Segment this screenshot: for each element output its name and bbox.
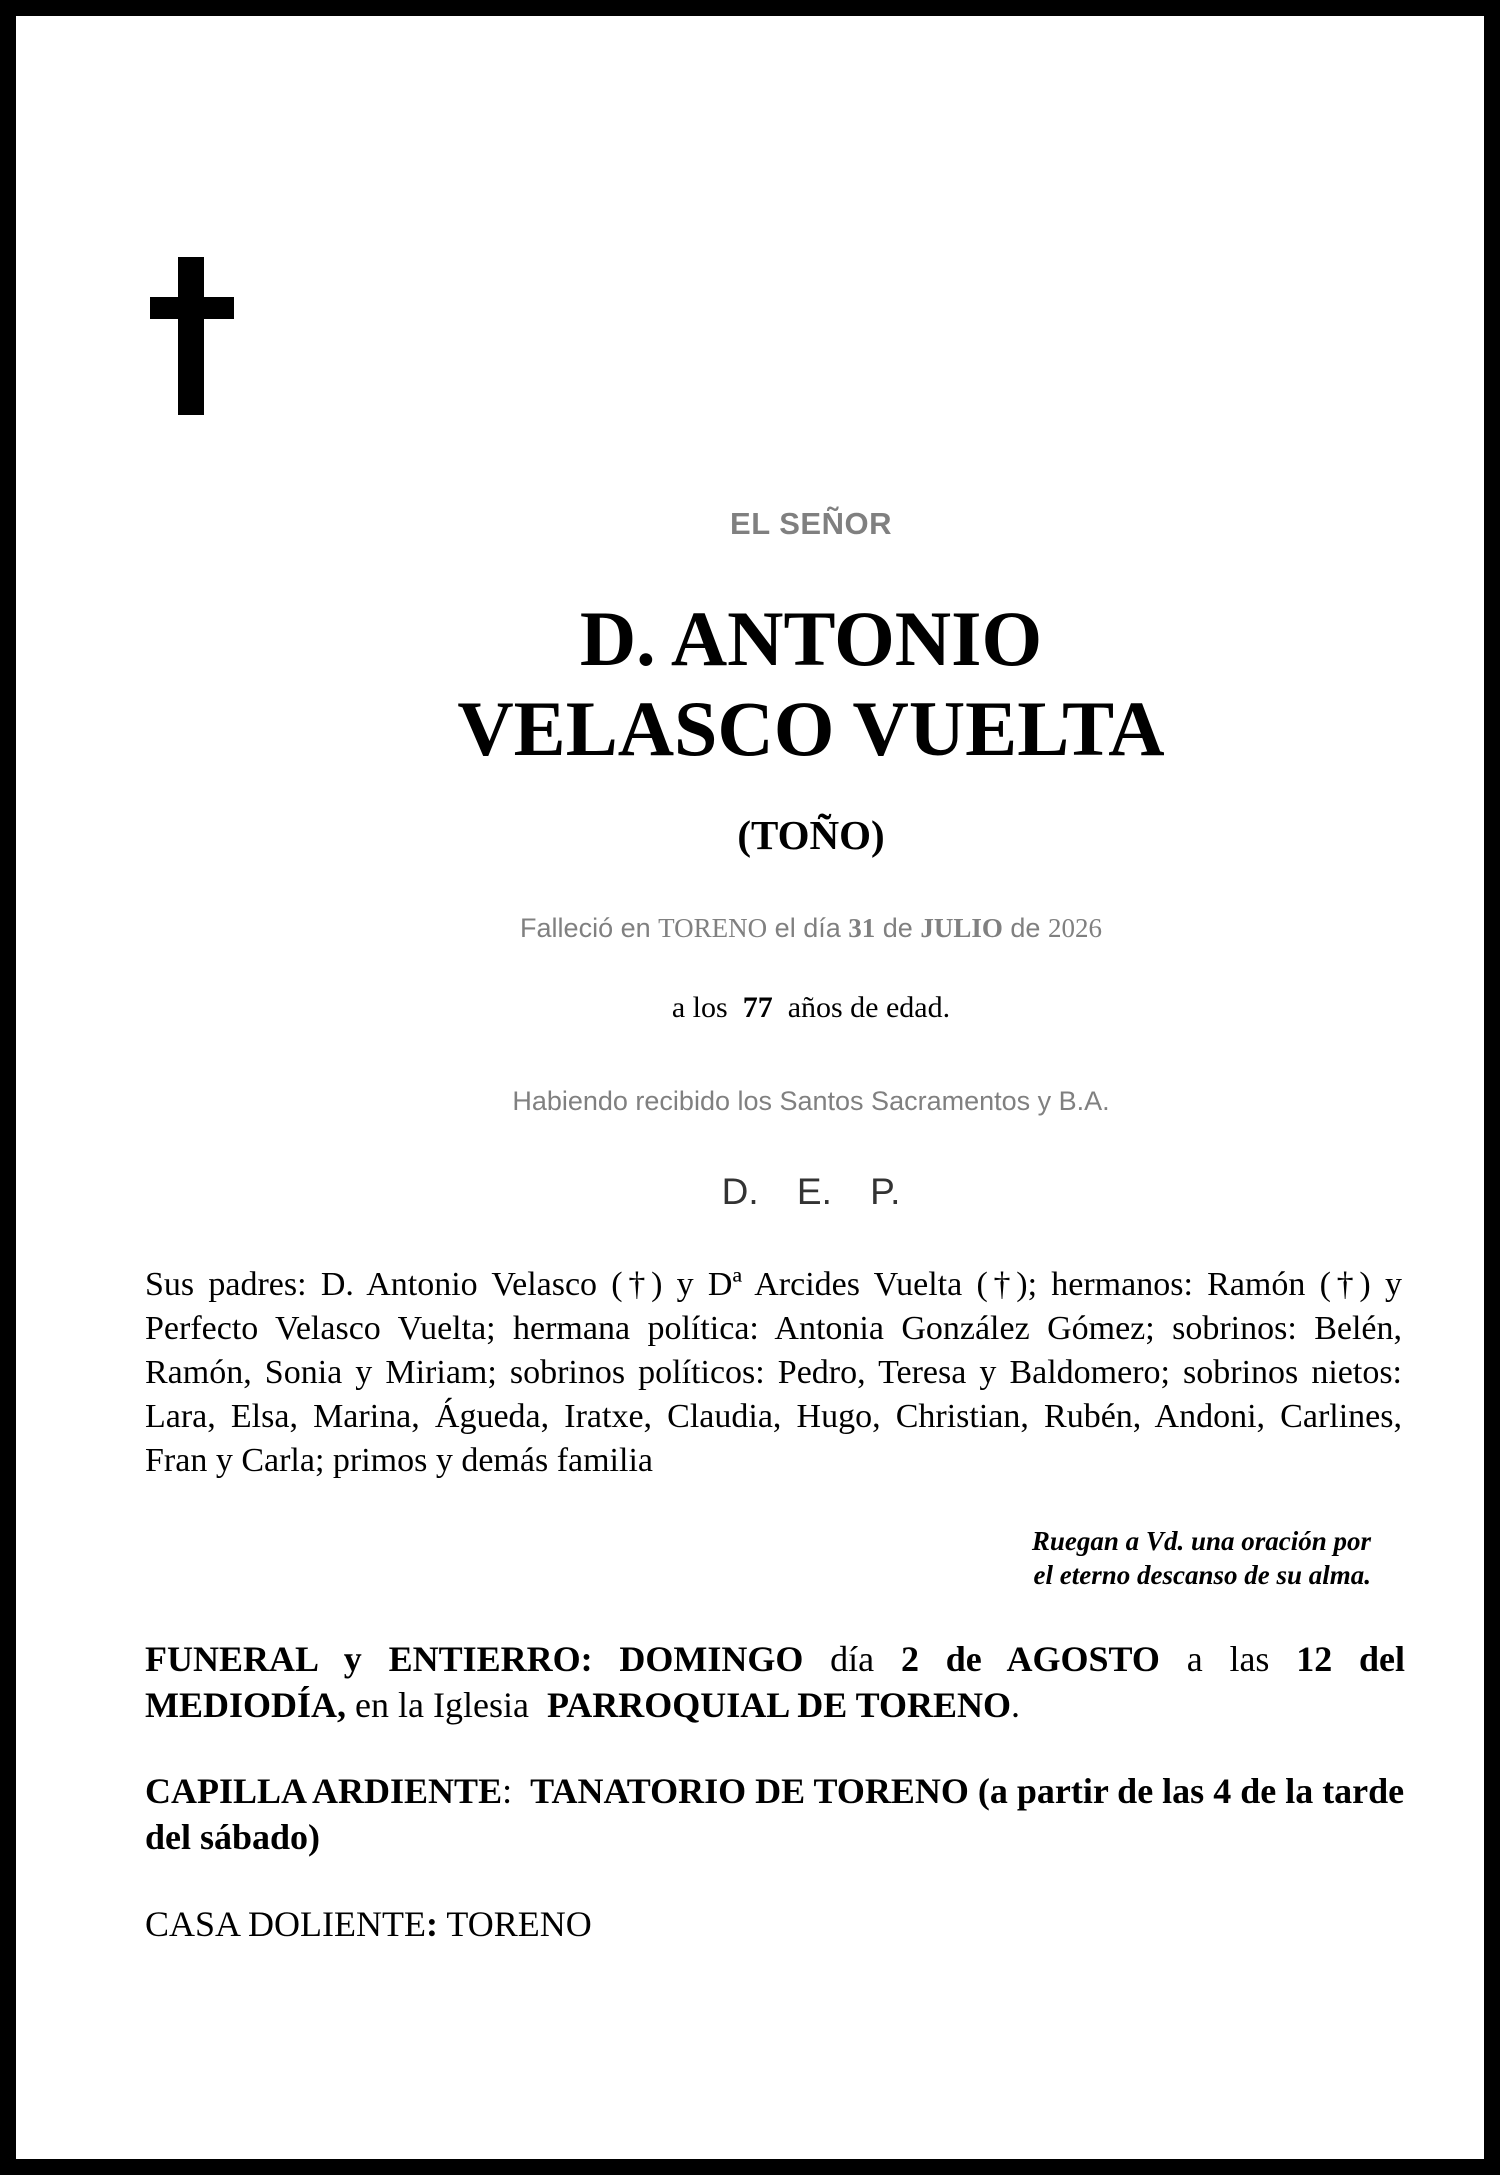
- dep-line: D. E. P.: [721, 1171, 901, 1212]
- funeral-date: 2 de AGOSTO: [900, 1639, 1160, 1679]
- chapel-info: CAPILLA ARDIENTE: TANATORIO DE TORENO (a partir de las 4 de la tarde del sábado): [145, 1771, 1405, 1857]
- chapel-place: TANATORIO DE TORENO (a partir de las 4 de la tarde del sábado): [145, 1771, 1405, 1857]
- death-place: TORENO: [658, 913, 768, 943]
- name-line-2: VELASCO VUELTA: [457, 685, 1165, 772]
- age-years: 77: [742, 991, 773, 1024]
- death-year: 2026: [1047, 913, 1102, 943]
- prayer-line-2: el eterno descanso de su alma.: [1033, 1560, 1371, 1590]
- sacraments-line: Habiendo recibido los Santos Sacramentos y B.A.: [512, 1086, 1110, 1116]
- mourning-house-place: TORENO: [446, 1904, 592, 1944]
- funeral-info: FUNERAL y ENTIERRO: DOMINGO día 2 de AGOSTO a las 12 del MEDIODÍA, en la Iglesia PARROQUIAL DE TORENO.: [145, 1639, 1406, 1725]
- deceased-name: [144, 594, 1478, 774]
- cross-icon: [134, 241, 238, 416]
- age-line: a los 77 años de edad.: [671, 991, 951, 1024]
- mourning-house: CASA DOLIENTE: TORENO: [145, 1904, 592, 1944]
- name-line-1: D. ANTONIO: [579, 595, 1043, 682]
- title-label: EL SEÑOR: [730, 506, 892, 541]
- death-notice: Falleció en TORENO el día 31 de JULIO de 2026: [520, 913, 1102, 943]
- death-month: JULIO: [920, 913, 1003, 943]
- family-list: Sus padres: D. Antonio Velasco (†) y Dª Arcides Vuelta (†); hermanos: Ramón (†) y Perfecto Velasco Vuelta; hermana política: Antonia González Gómez; sobrinos: Belén, Ramón, Sonia y Miriam; sobrinos políticos: Pedro, Teresa y Baldomero; sobrinos nietos: Lara, Elsa, Marina, Águeda, Iratxe, Claudia, Hugo, Christian, Rubén, Andoni, Carlines, Fran y Carla; primos y demás familia: [145, 1266, 1402, 1479]
- funeral-time: 12 del MEDIODÍA,: [145, 1639, 1406, 1725]
- death-day: 31: [848, 913, 876, 943]
- funeral-church: PARROQUIAL DE TORENO: [546, 1685, 1012, 1725]
- nickname: (TOÑO): [737, 812, 885, 858]
- prayer-request: [771, 1524, 1371, 1592]
- prayer-line-1: Ruegan a Vd. una oración por: [1031, 1526, 1371, 1556]
